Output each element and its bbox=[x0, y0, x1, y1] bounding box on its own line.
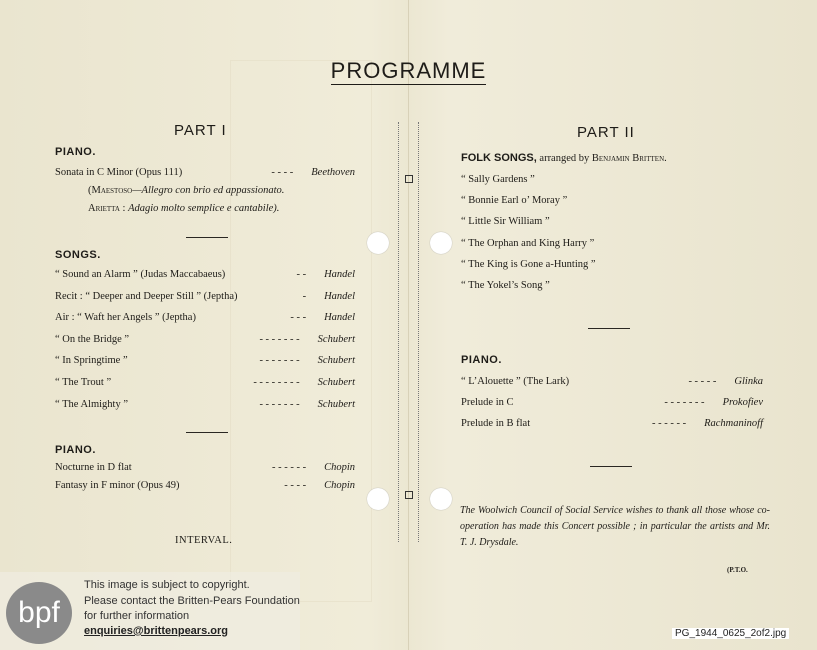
copyright-line: for further information bbox=[84, 610, 190, 622]
programme-title: PROGRAMME bbox=[330, 58, 487, 83]
punch-hole bbox=[430, 488, 452, 510]
show-through-border bbox=[230, 60, 372, 602]
program-item: Sonata in C Minor (Opus 111) - - - - Beethoven bbox=[55, 167, 355, 178]
divider bbox=[186, 237, 228, 238]
page-fold bbox=[408, 0, 409, 650]
folk-song-item: “ Little Sir William ” bbox=[461, 216, 550, 228]
perforation-left bbox=[398, 122, 402, 542]
interval-label: INTERVAL. bbox=[175, 535, 233, 546]
program-item: Nocturne in D flat - - - - - - Chopin bbox=[55, 462, 355, 473]
folk-song-item: “ Sally Gardens ” bbox=[461, 174, 535, 185]
program-item: “ The Almighty ” - - - - - - - Schubert bbox=[55, 398, 355, 410]
piano-heading: PIANO. bbox=[461, 354, 502, 366]
copyright-line: Please contact the Britten-Pears Foundation bbox=[84, 595, 300, 607]
program-item: Prelude in B flat - - - - - - Rachmaninoff bbox=[461, 418, 763, 429]
movement-line: Arietta : Adagio molto semplice e cantabile). bbox=[88, 203, 280, 214]
staple-top bbox=[405, 175, 413, 183]
program-item: “ L’Alouette ” (The Lark) - - - - - Glinka bbox=[461, 376, 763, 387]
program-item: Fantasy in F minor (Opus 49) - - - - Chopin bbox=[55, 480, 355, 491]
pto-note: (P.T.O. bbox=[727, 566, 748, 574]
program-item: “ In Springtime ” - - - - - - - Schubert bbox=[55, 355, 355, 367]
punch-hole bbox=[430, 232, 452, 254]
folk-heading: FOLK SONGS, arranged by Benjamin Britten. bbox=[461, 152, 667, 164]
punch-hole bbox=[367, 232, 389, 254]
folk-song-item: “ The Yokel’s Song ” bbox=[461, 280, 550, 291]
program-item: “ The Trout ” - - - - - - - - Schubert bbox=[55, 377, 355, 388]
divider bbox=[186, 432, 228, 433]
folk-song-item: “ The Orphan and King Harry ” bbox=[461, 237, 595, 249]
part2-heading: PART II bbox=[577, 124, 635, 141]
punch-hole bbox=[367, 488, 389, 510]
bpf-logo: bpf bbox=[6, 582, 72, 644]
movement-line: (Maestoso—Allegro con brio ed appassionato. bbox=[88, 185, 285, 196]
file-name: PG_1944_0625_2of2.jpg bbox=[672, 628, 789, 639]
copyright-line: This image is subject to copyright. bbox=[84, 579, 250, 591]
divider bbox=[590, 466, 632, 467]
piano-heading: PIANO. bbox=[55, 146, 96, 158]
divider bbox=[588, 328, 630, 329]
program-item: Prelude in C - - - - - - - Prokofiev bbox=[461, 397, 763, 408]
program-item: Recit : “ Deeper and Deeper Still ” (Jeptha) - Handel bbox=[55, 290, 355, 302]
folk-song-item: “ The King is Gone a-Hunting ” bbox=[461, 258, 596, 270]
songs-heading: SONGS. bbox=[55, 249, 101, 261]
program-item: Air : “ Waft her Angels ” (Jeptha) - - - Handel bbox=[55, 312, 355, 324]
perforation-right bbox=[418, 122, 422, 542]
piano-heading: PIANO. bbox=[55, 444, 96, 456]
program-item: “ On the Bridge ” - - - - - - - Schubert bbox=[55, 333, 355, 345]
thanks-note: The Woolwich Council of Social Service wishes to thank all those whose co-operation has made this Concert possible ; in particular the artists and Mr. T. J. Drysdale. bbox=[460, 505, 770, 548]
folk-song-item: “ Bonnie Earl o’ Moray ” bbox=[461, 195, 568, 207]
staple-bottom bbox=[405, 491, 413, 499]
program-item: “ Sound an Alarm ” (Judas Maccabaeus) - - Handel bbox=[55, 269, 355, 280]
contact-email-link[interactable]: enquiries@brittenpears.org bbox=[84, 625, 228, 637]
part1-heading: PART I bbox=[174, 122, 227, 139]
